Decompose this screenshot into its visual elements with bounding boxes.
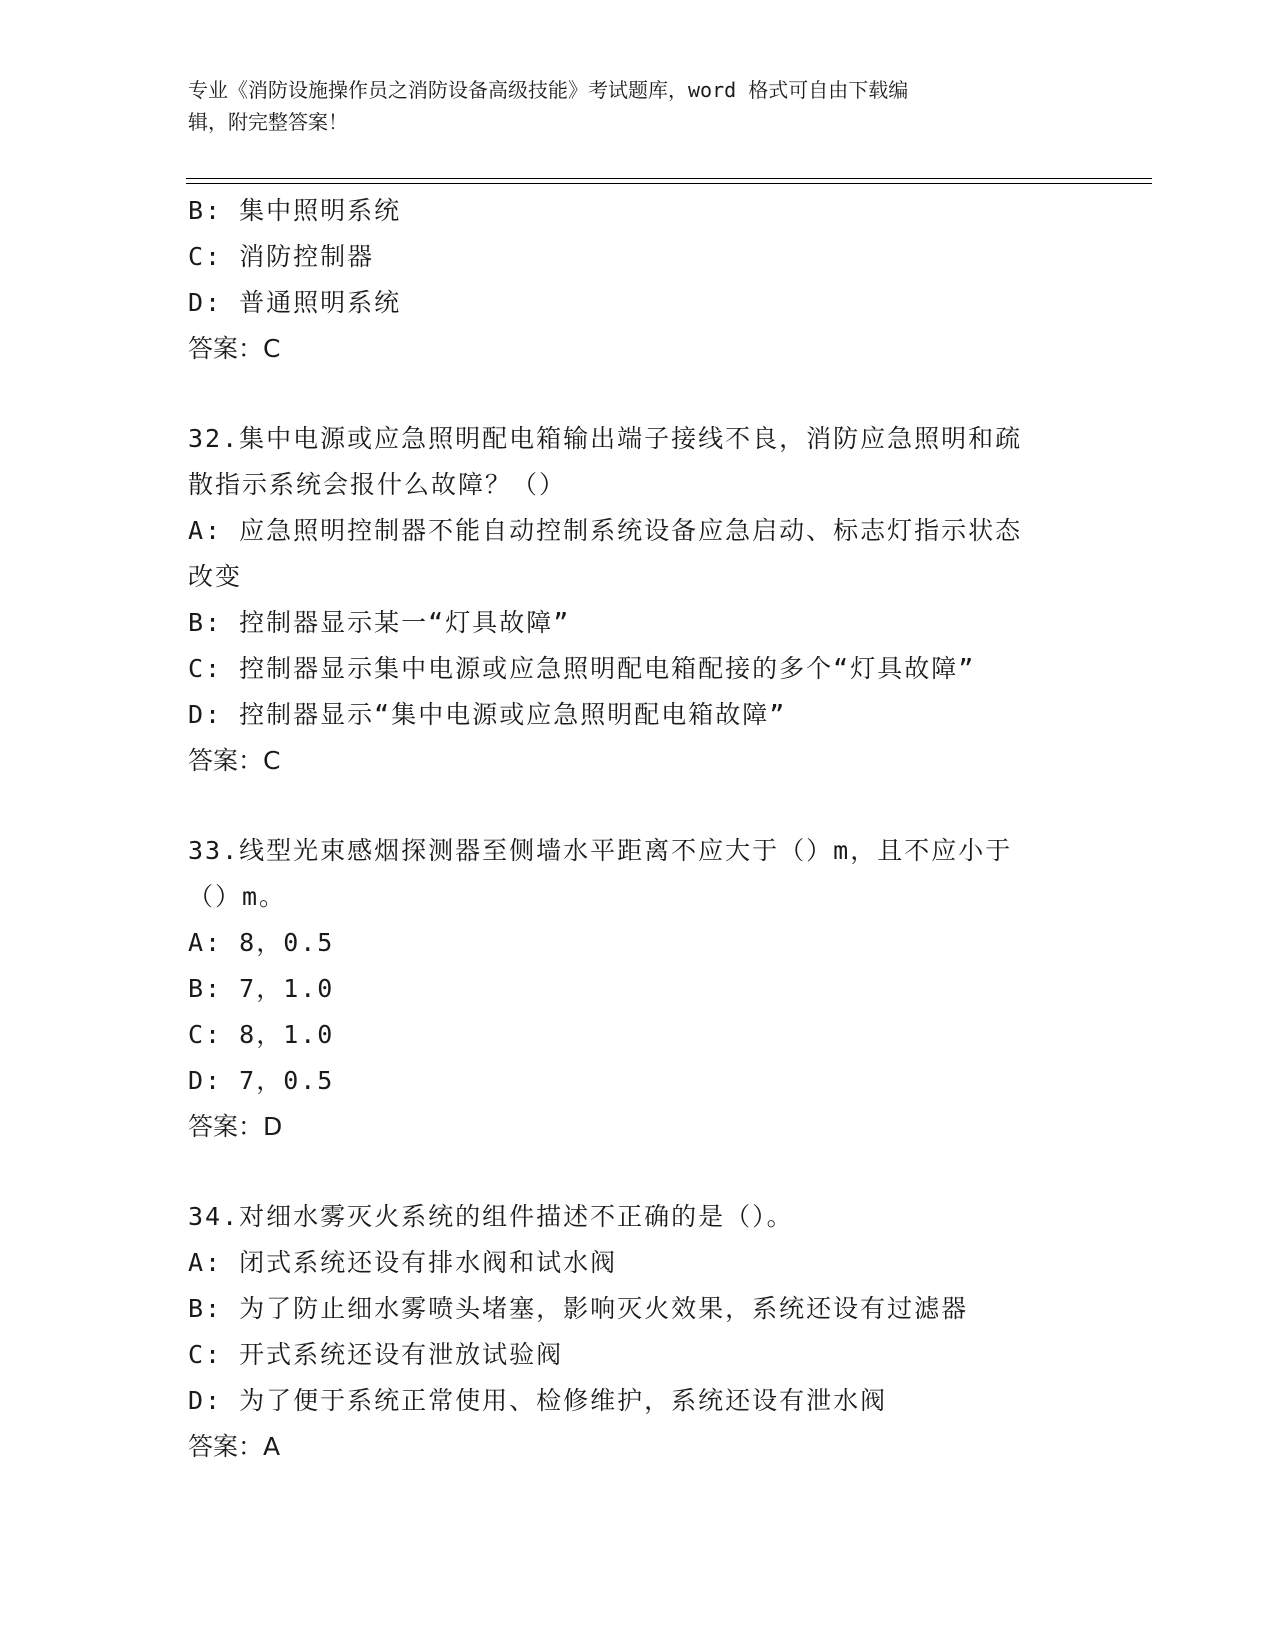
header-divider-bottom	[186, 183, 1152, 184]
option-b: B: 为了防止细水雾喷头堵塞，影响灭火效果，系统还设有过滤器	[188, 1294, 969, 1323]
option-a: A: 闭式系统还设有排水阀和试水阀	[188, 1248, 618, 1277]
header-divider-top	[186, 178, 1152, 179]
question-text-line: （）m。	[188, 882, 287, 911]
answer-line: 答案：A	[188, 1432, 281, 1461]
option-a: A: 8，0.5	[188, 928, 335, 957]
header-line-2: 辑，附完整答案！	[188, 110, 348, 134]
question-text-line: 34.对细水雾灭火系统的组件描述不正确的是（）。	[188, 1202, 794, 1231]
question-block-33	[188, 828, 1088, 1150]
option-c: C: 消防控制器	[188, 242, 375, 271]
option-a: A: 应急照明控制器不能自动控制系统设备应急启动、标志灯指示状态	[188, 516, 1023, 545]
option-b: B: 集中照明系统	[188, 196, 402, 225]
option-b: B: 控制器显示某一“灯具故障”	[188, 608, 571, 637]
question-text-line: 32.集中电源或应急照明配电箱输出端子接线不良，消防应急照明和疏	[188, 424, 1023, 453]
question-text-line: 散指示系统会报什么故障？（）	[188, 470, 567, 499]
option-d: D: 7，0.5	[188, 1066, 335, 1095]
question-block-31	[188, 188, 1088, 372]
option-c: C: 8，1.0	[188, 1020, 335, 1049]
answer-line: 答案：C	[188, 746, 281, 775]
option-c: C: 开式系统还设有泄放试验阀	[188, 1340, 564, 1369]
option-a-continued: 改变	[188, 562, 243, 591]
page-header	[188, 74, 1088, 138]
option-b: B: 7，1.0	[188, 974, 335, 1003]
answer-line: 答案：D	[188, 1112, 283, 1141]
answer-line: 答案：C	[188, 334, 281, 363]
option-d: D: 控制器显示“集中电源或应急照明配电箱故障”	[188, 700, 787, 729]
header-line-1: 专业《消防设施操作员之消防设备高级技能》考试题库，word 格式可自由下载编	[188, 78, 909, 102]
question-block-34	[188, 1194, 1088, 1470]
question-list	[188, 188, 1088, 1514]
option-c: C: 控制器显示集中电源或应急照明配电箱配接的多个“灯具故障”	[188, 654, 976, 683]
option-d: D: 为了便于系统正常使用、检修维护，系统还设有泄水阀	[188, 1386, 888, 1415]
option-d: D: 普通照明系统	[188, 288, 402, 317]
question-block-32	[188, 416, 1088, 784]
question-text-line: 33.线型光束感烟探测器至侧墙水平距离不应大于（）m，且不应小于	[188, 836, 1013, 865]
